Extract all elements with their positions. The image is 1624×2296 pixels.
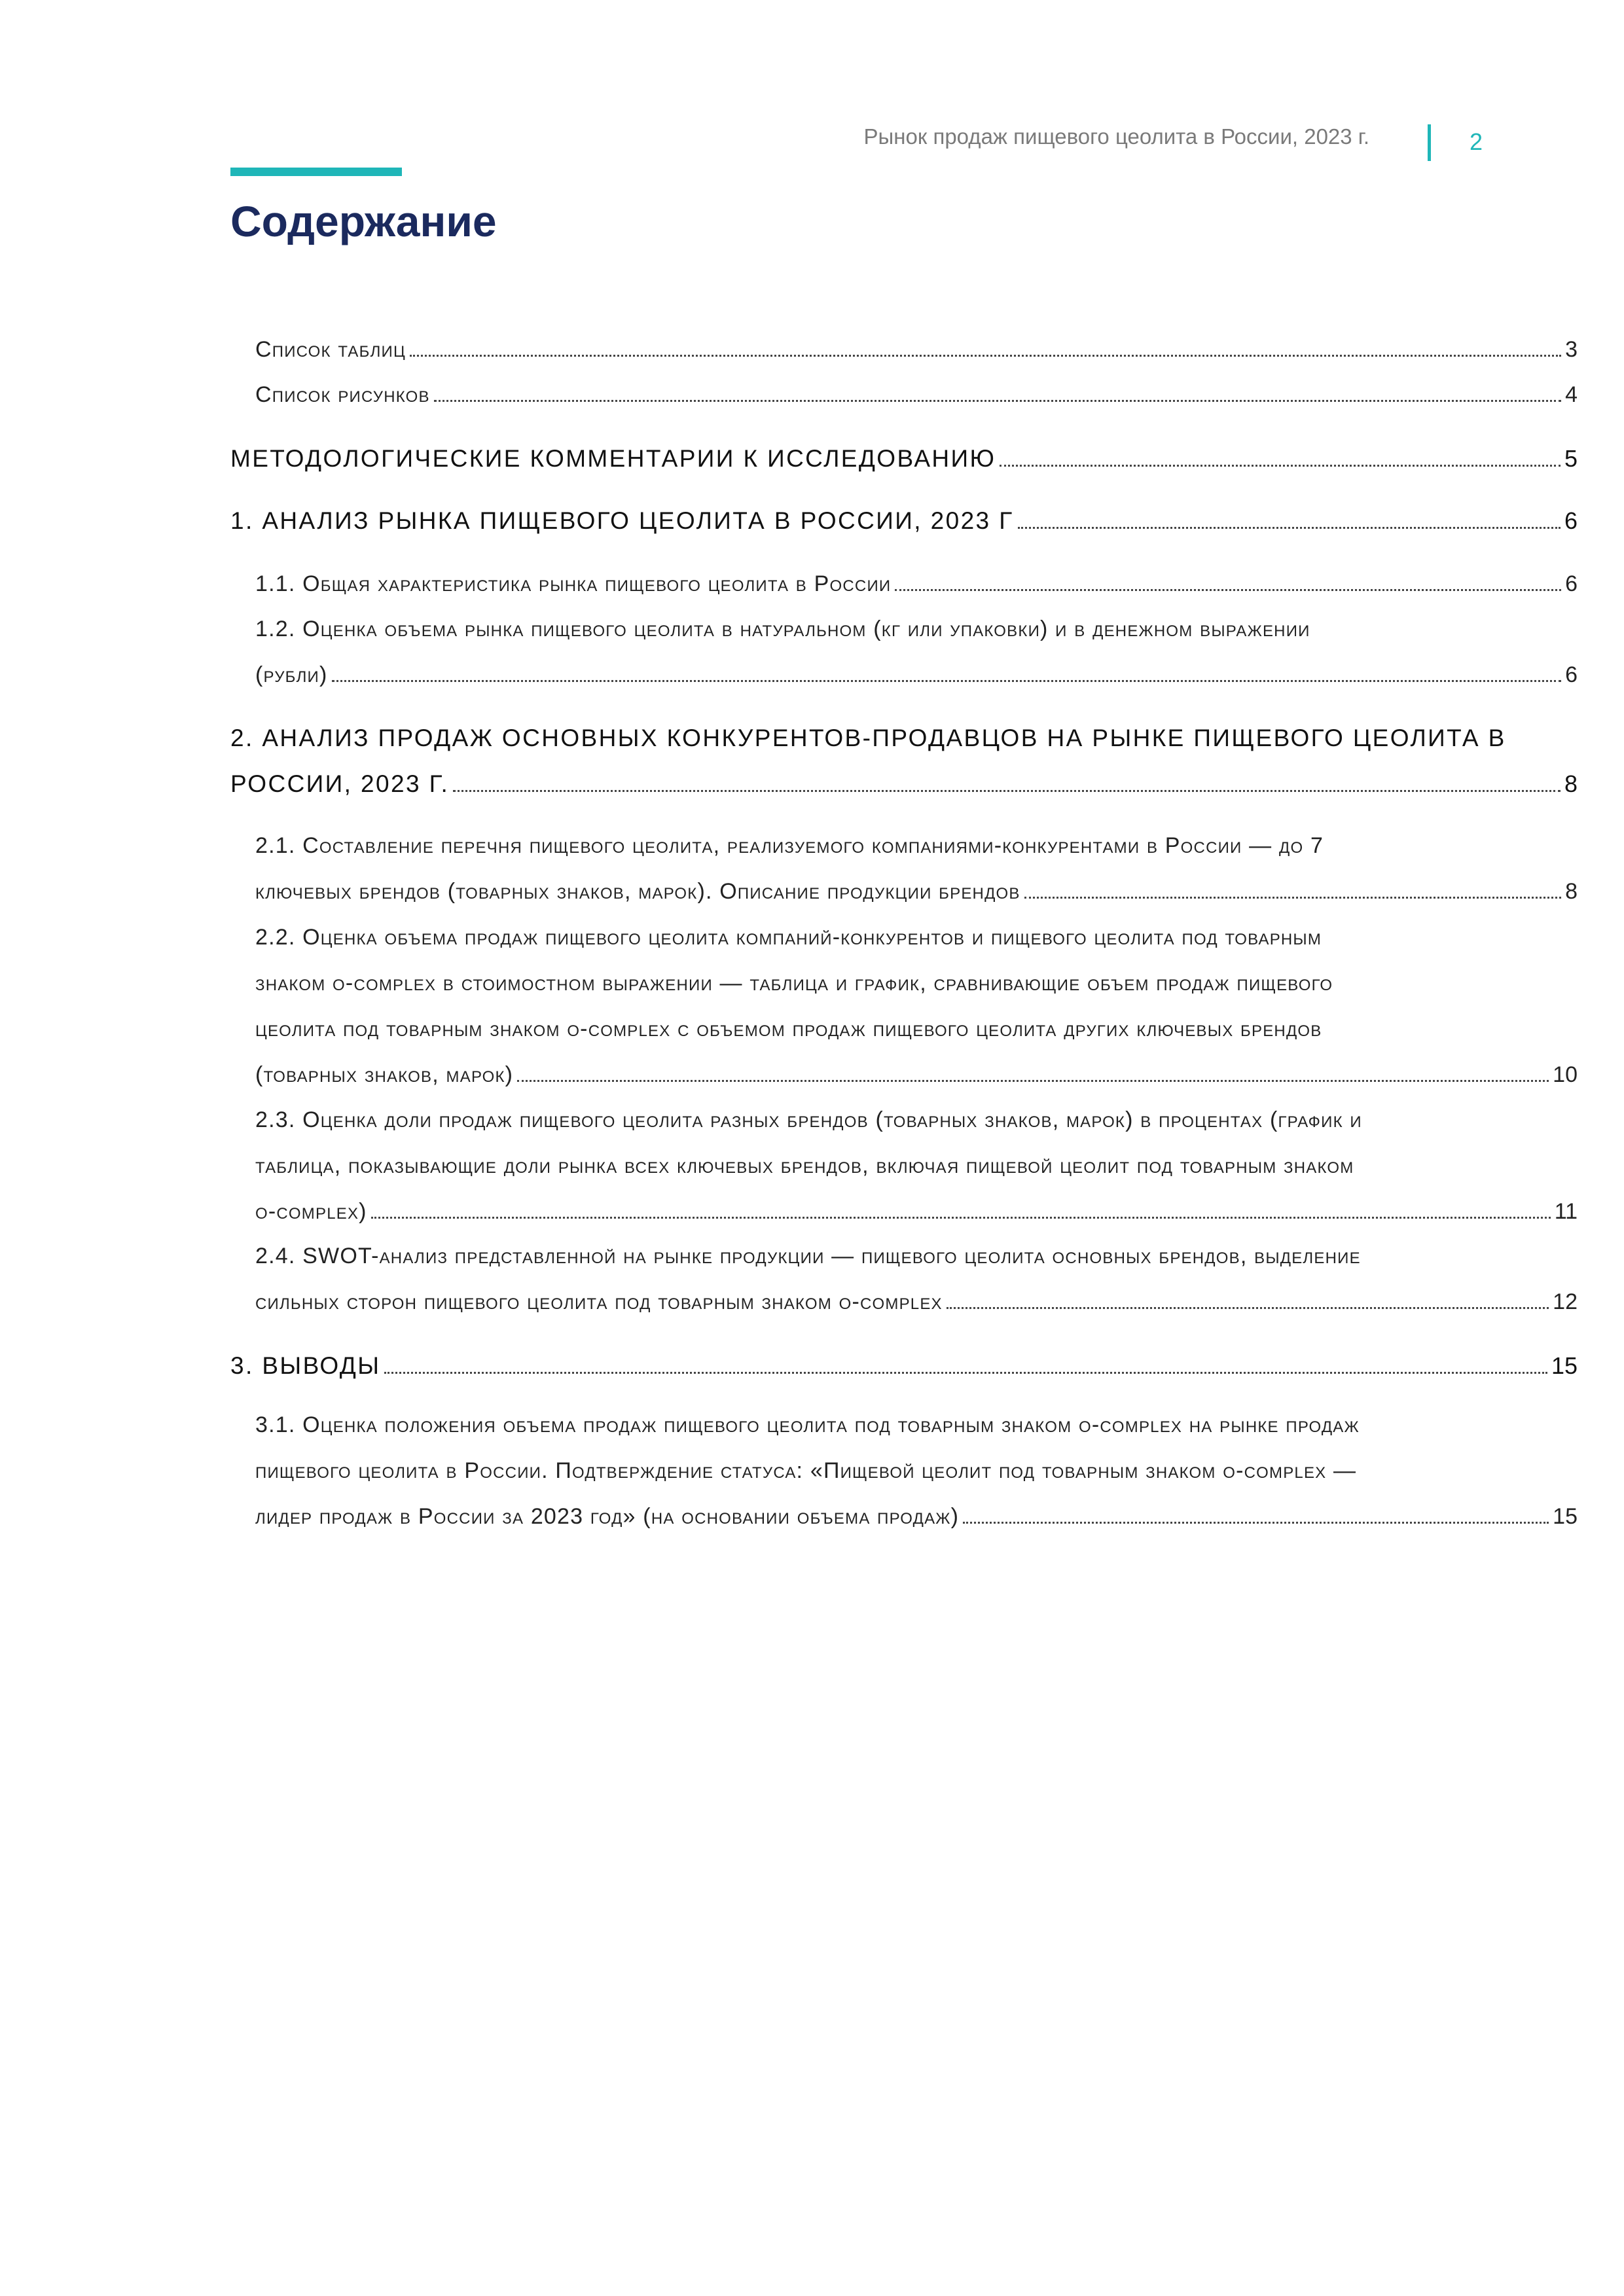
dot-leader xyxy=(371,1217,1551,1219)
toc-entry-text: МЕТОДОЛОГИЧЕСКИЕ КОММЕНТАРИИ К ИССЛЕДОВАНИЮ xyxy=(230,445,996,472)
toc-entry-text: знаком o-complex в стоимостном выражении — таблица и график, сравнивающие объем продаж пищевого xyxy=(255,971,1333,996)
page-number: 2 xyxy=(1470,128,1483,155)
toc-entry-text: Список таблиц xyxy=(255,337,406,362)
toc-entry-text: цеолита под товарным знаком o-complex с объемом продаж пищевого цеолита других ключевых брендов xyxy=(255,1016,1322,1041)
title-accent-bar xyxy=(230,168,402,176)
toc-entry-text: 1.2. Оценка объема рынка пищевого цеолита в натуральном (кг или упаковки) и в денежном выражении xyxy=(255,617,1310,641)
header-separator xyxy=(1428,124,1431,161)
toc-entry-text: 2.4. SWOT-анализ представленной на рынке продукции — пищевого цеолита основных брендов, выделение xyxy=(255,1244,1361,1268)
toc-entry-text: РОССИИ, 2023 Г. xyxy=(230,770,450,797)
dot-leader xyxy=(332,680,1562,682)
toc-entry-text: 1.1. Общая характеристика рынка пищевого цеолита в России xyxy=(255,571,892,596)
dot-leader xyxy=(895,589,1561,591)
toc-entry-text: 2.1. Составление перечня пищевого цеолита, реализуемого компаниями-конкурентами в России — до 7 xyxy=(255,833,1324,858)
toc-entry-text: 2.3. Оценка доли продаж пищевого цеолита разных брендов (товарных знаков, марок) в процентах (график и xyxy=(255,1107,1362,1132)
toc-entry-text: (товарных знаков, марок) xyxy=(255,1062,514,1087)
dot-leader xyxy=(384,1372,1547,1374)
toc-page-number: 4 xyxy=(1565,382,1578,407)
dot-leader xyxy=(1024,897,1561,899)
dot-leader xyxy=(410,355,1561,357)
toc-page-number: 8 xyxy=(1565,879,1578,904)
toc-entry-text: 2.2. Оценка объема продаж пищевого цеолита компаний-конкурентов и пищевого цеолита под товарным xyxy=(255,925,1322,950)
toc-page-number: 15 xyxy=(1553,1504,1578,1529)
dot-leader xyxy=(1000,465,1561,467)
toc-page-number: 5 xyxy=(1564,445,1578,472)
toc-page-number: 11 xyxy=(1554,1199,1578,1224)
dot-leader xyxy=(517,1080,1549,1082)
toc-entry-text: 3. ВЫВОДЫ xyxy=(230,1352,381,1379)
toc-page-number: 8 xyxy=(1564,770,1578,797)
toc-page-number: 3 xyxy=(1565,337,1578,362)
toc-page-number: 6 xyxy=(1564,507,1578,534)
dot-leader xyxy=(1018,527,1561,529)
toc-entry-text: 3.1. Оценка положения объема продаж пищевого цеолита под товарным знаком o-complex на рынке продаж xyxy=(255,1412,1360,1437)
toc-page-number: 12 xyxy=(1553,1289,1578,1314)
dot-leader xyxy=(453,790,1561,792)
toc-entry-text: таблица, показывающие доли рынка всех ключевых брендов, включая пищевой цеолит под товарным знаком xyxy=(255,1153,1354,1178)
toc-entry-text: (рубли) xyxy=(255,662,328,687)
toc-entry-text: 2. АНАЛИЗ ПРОДАЖ ОСНОВНЫХ КОНКУРЕНТОВ-ПРОДАВЦОВ НА РЫНКЕ ПИЩЕВОГО ЦЕОЛИТА В xyxy=(230,725,1506,751)
toc-entry-text: лидер продаж в России за 2023 год» (на основании объема продаж) xyxy=(255,1504,960,1529)
running-header-title: Рынок продаж пищевого цеолита в России, 2023 г. xyxy=(863,124,1369,149)
toc-page-number: 15 xyxy=(1551,1352,1578,1379)
toc-page-number: 10 xyxy=(1553,1062,1578,1087)
dot-leader xyxy=(434,400,1561,402)
toc-entry-text: пищевого цеолита в России. Подтверждение статуса: «Пищевой цеолит под товарным знаком o-complex — xyxy=(255,1458,1357,1483)
toc-entry-text: ключевых брендов (товарных знаков, марок). Описание продукции брендов xyxy=(255,879,1020,904)
toc-entry-text: Список рисунков xyxy=(255,382,430,407)
toc-entry-text: сильных сторон пищевого цеолита под товарным знаком o-complex xyxy=(255,1289,943,1314)
dot-leader xyxy=(963,1522,1549,1524)
toc-entry-text: 1. АНАЛИЗ РЫНКА ПИЩЕВОГО ЦЕОЛИТА В РОССИИ, 2023 Г xyxy=(230,507,1014,534)
dot-leader xyxy=(947,1307,1549,1309)
toc-page-number: 6 xyxy=(1565,571,1578,596)
toc-page-number: 6 xyxy=(1565,662,1578,687)
page-title: Содержание xyxy=(230,197,497,245)
toc-entry-text: o-complex) xyxy=(255,1199,367,1224)
